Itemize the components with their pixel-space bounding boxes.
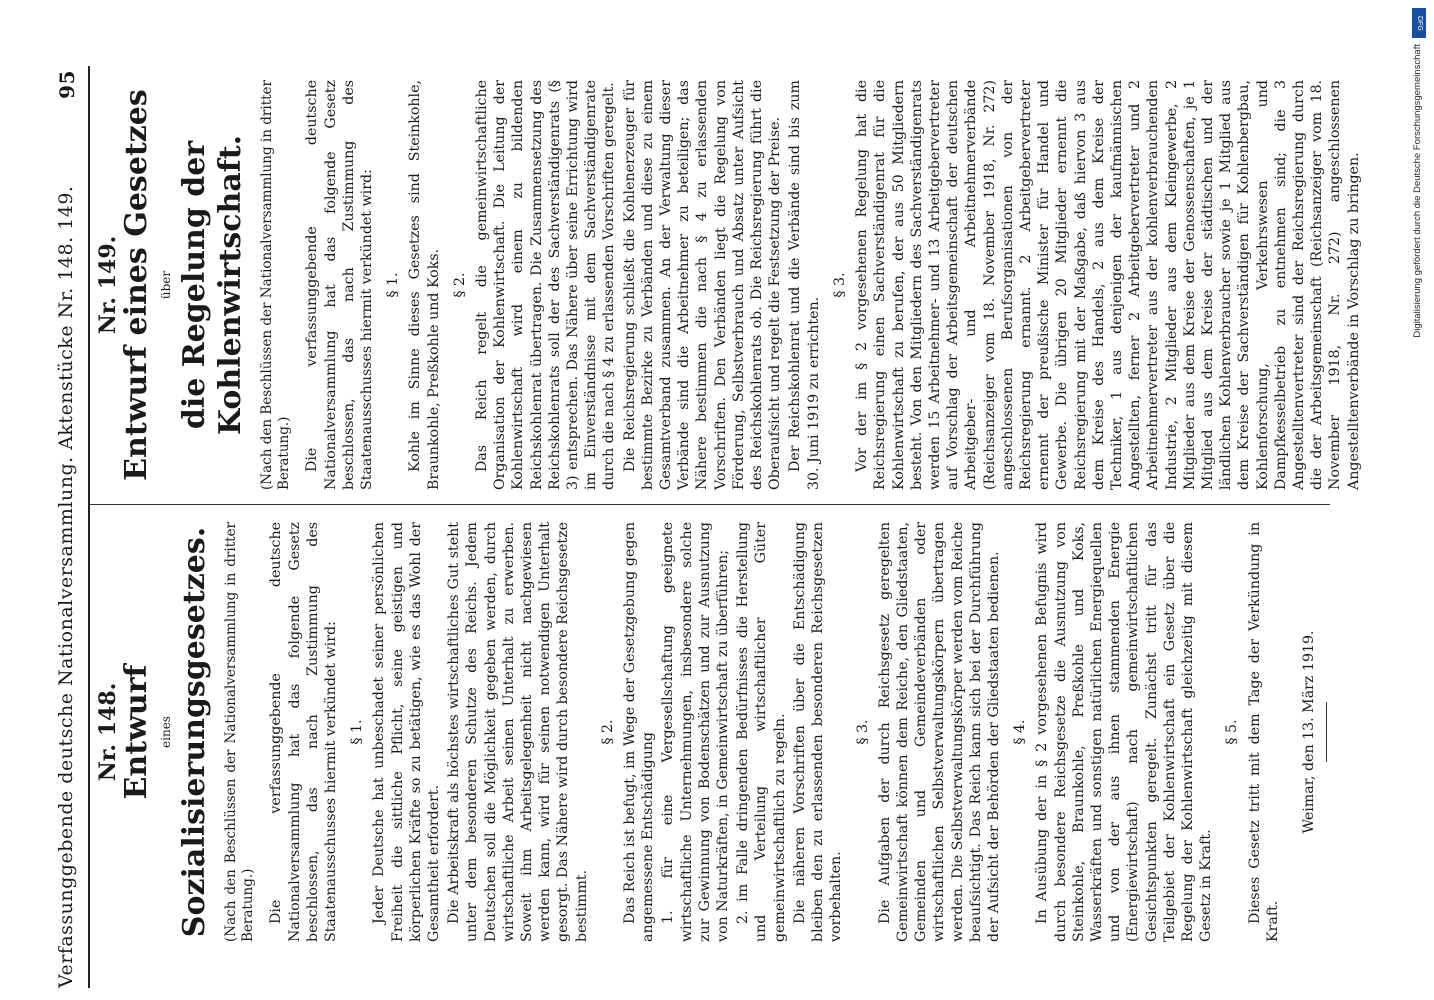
doc-note: (Nach den Beschlüssen der Nationalversammlung in dritter Beratung.) [259, 80, 293, 490]
paragraph: Jeder Deutsche hat unbeschadet seiner persönlichen Freiheit die sittliche Pflicht, seine geistigen und körperlichen Kräfte so zu betätigen, wie es das Wohl der Gesamtheit erfordert. [371, 522, 443, 942]
signature-line: Weimar, den 13. März 1919. [1300, 630, 1317, 834]
column-right [95, 80, 1362, 490]
list-item: 1. für eine Vergesellschaftung geeignete wirtschaftliche Unternehmungen, insbesondere solche zur Gewinnung von Bodenschätzen und zur Ausnutzung von Naturkräften, in Gemeinwirtschaft zu überführen; [660, 522, 732, 942]
column-divider [90, 504, 1330, 505]
intro-paragraph: Die verfassunggebende deutsche Nationalversammlung hat das folgende Gesetz beschlossen, das nach Zustimmung des Staatenausschusses hiermit verkündet wird: [268, 522, 340, 942]
paragraph: In Ausübung der in § 2 vorgesehenen Befugnis wird durch besondere Reichsgesetze die Ausnutzung von Steinkohle, Braunkohle, Preßkohle und Koks, Wasserkräften und sonstigen natürlichen Energiequellen und von der aus ihnen stammenden Energie (Energiewirtschaft) nach gemeinwirtschaftlichen Gesichtspunkten geregelt. Zunächst tritt für das Teilgebiet der Kohlenwirtschaft ein Gesetz über die Regelung der Kohlenwirtschaft gleichzeitig mit diesem Gesetz in Kraft. [1034, 522, 1215, 942]
doc-title: Entwurf [119, 664, 155, 800]
intro-paragraph: Die verfassunggebende deutsche Nationalversammlung hat das folgende Gesetz beschlossen, das nach Zustimmung des Staatenausschusses hiermit verkündet wird: [304, 80, 376, 490]
section-heading: § 1. [349, 719, 366, 745]
section-heading: § 2. [451, 272, 468, 298]
paragraph: Kohle im Sinne dieses Gesetzes sind Steinkohle, Braunkohle, Preßkohle und Koks. [407, 80, 442, 490]
list-item: 2. im Falle dringenden Bedürfnisses die Herstellung und Verteilung wirtschaftlicher Güter gemeinwirtschaftlich zu regeln. [735, 522, 788, 942]
paragraph: Die Reichsregierung schließt die Kohlenerzeuger für bestimmte Bezirke zu Verbänden und diese zu einem Gesamtverband zusammen. An der Verwaltung dieser Verbände sind die Arbeitnehmer zu beteiligen; das Nähere bestimmen die nach § 4 zu erlassenden Vorschriften. Den Verbänden liegt die Regelung von Förderung, Selbstverbrauch und Absatz unter Aufsicht des Reichskohlenrats ob. Die Reichsregierung führt die Oberaufsicht und regelt die Festsetzung der Preise. [621, 80, 784, 490]
paragraph: Die Aufgaben der durch Reichsgesetz geregelten Gemeinwirtschaft können dem Reiche, den Gliedstaaten, Gemeinden und Gemeindeverbänden oder wirtschaftlichen Selbstverwaltungskörpern übertragen werden. Die Selbstverwaltungskörper werden vom Reiche beaufsichtigt. Das Reich kann sich bei der Durchführung der Aufsicht der Behörden der Gliedstaaten bedienen. [876, 522, 1002, 942]
dfg-logo: DFG [1412, 8, 1426, 38]
section-heading: § 2. [599, 719, 616, 745]
doc-title-connector: eines [159, 716, 174, 748]
paragraph: Die Arbeitskraft als höchstes wirtschaftliches Gut steht unter dem besonderen Schutze des Reichs. Jedem Deutschen soll die Möglichkeit gegeben werden, durch wirtschaftliche Arbeit seinen Unterhalt zu erwerben. Soweit ihm Arbeitsgelegenheit nicht nachgewiesen werden kann, wird für seinen notwendigen Unterhalt gesorgt. Das Nähere wird durch besondere Reichsgesetze bestimmt. [446, 522, 590, 942]
doc-number: Nr. 148. [95, 682, 121, 782]
funding-credit-text: Digitalisierung gefördert durch die Deutsche Forschungsgemeinschaft [1412, 44, 1423, 338]
funding-credit [1410, 8, 1430, 988]
doc-title-main: Sozialisierungsgesetzes. [177, 526, 213, 938]
doc-title-main: die Regelung der Kohlenwirtschaft. [177, 134, 249, 436]
signature-rule [1326, 702, 1327, 762]
section-heading: § 3. [831, 272, 848, 298]
paragraph: Das Reich ist befugt, im Wege der Gesetzgebung gegen angemessene Entschädigung [622, 522, 657, 942]
doc-note: (Nach den Beschlüssen der Nationalversammlung in dritter Beratung.) [223, 522, 257, 942]
header-rule [88, 66, 90, 988]
doc-number: Nr. 149. [95, 235, 121, 335]
doc-title: Entwurf eines Gesetzes [119, 89, 155, 481]
paragraph: Vor der im § 2 vorgesehenen Regelung hat die Reichsregierung einen Sachverständigenrat für die Kohlenwirtschaft zu berufen, der aus 50 Mitgliedern besteht. Von den Mitgliedern des Sachverständigenrats werden 15 Arbeitnehmer- und 13 Arbeitgebervertreter auf Vorschlag der Arbeitsgemeinschaft der deutschen Arbeitgeber- und Arbeitnehmerverbände (Reichsanzeiger vom 18. November 1918, Nr. 272) angeschlossenen Berufsorganisationen von der Reichsregierung ernannt. 2 Arbeitgebervertreter ernennt der preußische Minister für Handel und Gewerbe. Die übrigen 20 Mitglieder ernennt die Reichsregierung mit der Maßgabe, daß hiervon 3 aus dem Kreise des Handels, 2 aus dem Kreise der Techniker, 1 aus denjenigen der kaufmännischen Angestellten, ferner 2 Arbeitgebervertreter und 2 Arbeitnehmervertreter aus der kohlenverbrauchenden Industrie, 2 Mitglieder aus dem Kleingewerbe, 2 Mitglieder aus dem Kreise der Genossenschaften, je 1 Mitglied aus dem Kreise der städtischen und der ländlichen Kohlenverbraucher sowie je 1 Mitglied aus dem Kreise der Sachverständigen für Kohlenbergbau, Kohlenforschung, Verkehrswesen und Dampfkesselbetrieb zu entnehmen sind; die 3 Angestelltenvertreter sind der Reichsregierung durch die der Arbeitsgemeinschaft (Reichsanzeiger vom 18. November 1918, Nr. 272) angeschlossenen Angestelltenverbände in Vorschlag zu bringen. [854, 80, 1362, 490]
section-heading: § 5. [1224, 719, 1241, 745]
page-number: 95 [55, 70, 79, 99]
page-header [55, 70, 85, 1000]
section-heading: § 4. [1012, 719, 1029, 745]
doc-title-connector: über [159, 270, 174, 300]
paragraph: Dieses Gesetz tritt mit dem Tage der Verkündung in Kraft. [1246, 522, 1281, 942]
section-heading: § 1. [385, 272, 402, 298]
running-header: Verfassunggebende deutsche Nationalversammlung. Aktenstücke Nr. 148. 149. [55, 185, 77, 988]
section-heading: § 3. [854, 719, 871, 745]
paragraph: Das Reich regelt die gemeinwirtschaftliche Organisation der Kohlenwirtschaft. Die Leitung der Kohlenwirtschaft wird einem zu bildenden Reichskohlenrat übertragen. Die Zusammensetzung des Reichskohlenrats soll der des Sachverständigenrats (§ 3) entsprechen. Das Nähere über seine Errichtung wird im Einverständnisse mit dem Sachverständigenrate durch die nach § 4 zu erlassenden Vorschriften geregelt. [474, 80, 618, 490]
column-left [95, 522, 1330, 942]
paragraph: Die näheren Vorschriften über die Entschädigung bleiben den zu erlassenden besonderen Reichsgesetzen vorbehalten. [791, 522, 845, 942]
paragraph: Der Reichskohlenrat und die Verbände sind bis zum 30. Juni 1919 zu errichten. [787, 80, 822, 490]
